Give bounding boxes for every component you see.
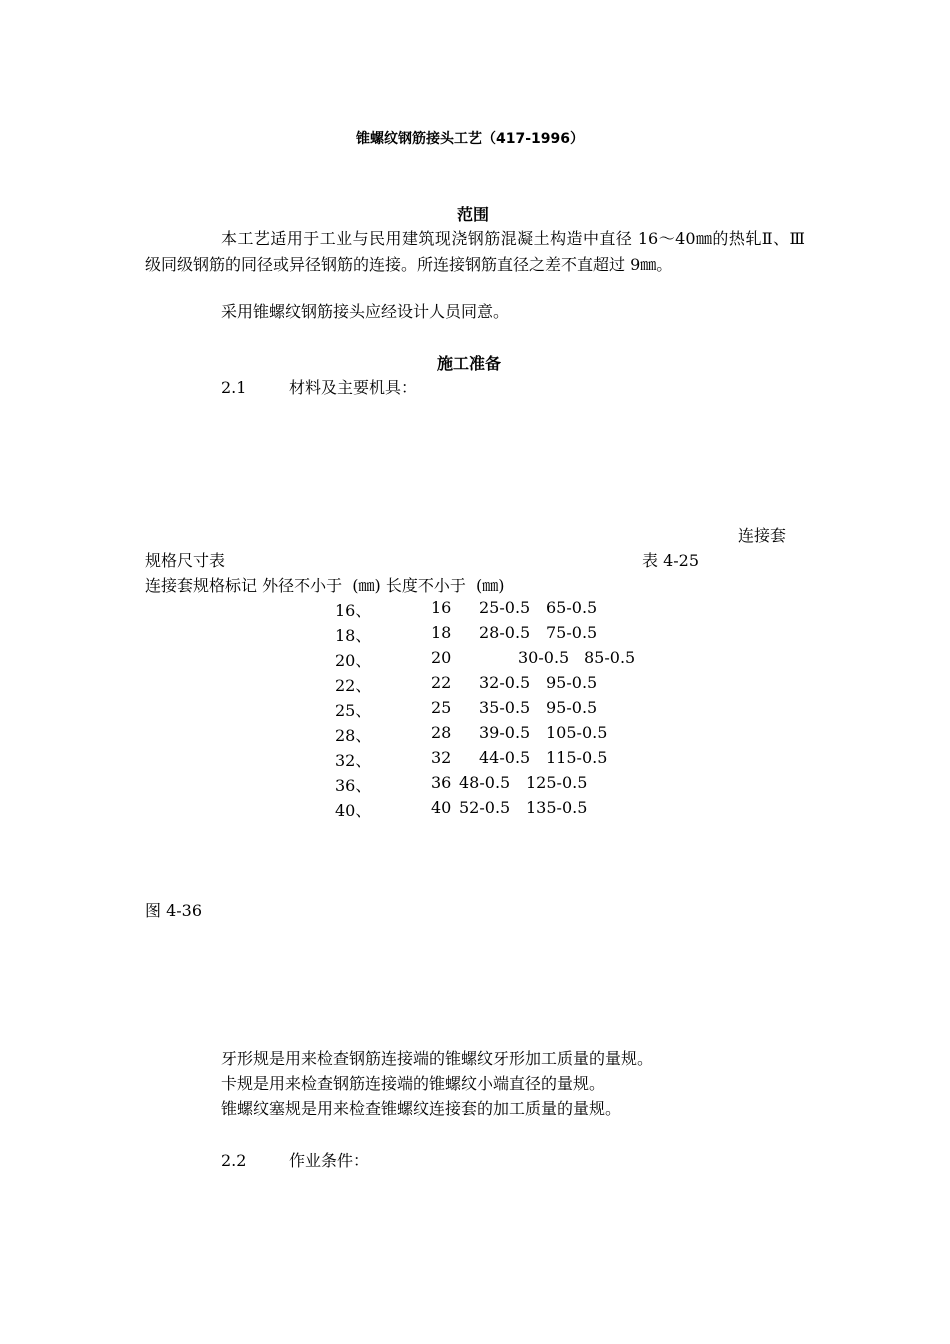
table-cell-value-1: 39-0.5 bbox=[479, 723, 531, 742]
table-cell-outer-diameter: 18 bbox=[431, 623, 452, 642]
table-cell-outer-diameter: 28 bbox=[431, 723, 452, 742]
item-2-2-number: 2.2 bbox=[221, 1151, 247, 1170]
item-2-2-text: 作业条件： bbox=[289, 1151, 370, 1170]
figure-label: 图 4-36 bbox=[145, 901, 203, 920]
table-cell-value-1: 35-0.5 bbox=[479, 698, 531, 717]
table-cell-mark: 18、 bbox=[335, 626, 372, 645]
table-cell-value-2: 85-0.5 bbox=[584, 648, 636, 667]
table-cell-value-1: 28-0.5 bbox=[479, 623, 531, 642]
table-number: 表 4-25 bbox=[642, 551, 700, 570]
table-cell-mark: 36、 bbox=[335, 776, 372, 795]
section-heading-scope: 范围 bbox=[457, 205, 490, 224]
section-heading-preparation: 施工准备 bbox=[437, 354, 502, 373]
scope-approval-note: 采用锥螺纹钢筋接头应经设计人员同意。 bbox=[221, 302, 510, 321]
table-cell-outer-diameter: 22 bbox=[431, 673, 452, 692]
item-2-1-number: 2.1 bbox=[221, 378, 247, 397]
table-cell-value-2: 125-0.5 bbox=[526, 773, 588, 792]
table-cell-value-1: 44-0.5 bbox=[479, 748, 531, 767]
table-cell-outer-diameter: 16 bbox=[431, 598, 452, 617]
table-caption-part-a: 连接套 bbox=[738, 526, 787, 545]
table-cell-value-1: 30-0.5 bbox=[518, 648, 570, 667]
table-cell-value-2: 105-0.5 bbox=[546, 723, 608, 742]
table-cell-value-2: 95-0.5 bbox=[546, 673, 598, 692]
table-cell-mark: 22、 bbox=[335, 676, 372, 695]
table-cell-value-2: 95-0.5 bbox=[546, 698, 598, 717]
gauge-description-2: 卡规是用来检查钢筋连接端的锥螺纹小端直径的量规。 bbox=[221, 1074, 606, 1093]
scope-paragraph-text: 本工艺适用于工业与民用建筑现浇钢筋混凝土构造中直径 16～40㎜的热轧Ⅱ、Ⅲ级同级钢筋的同径或异径钢筋的连接。所连接钢筋直径之差不直超过 9㎜。 bbox=[145, 229, 805, 274]
table-cell-value-2: 115-0.5 bbox=[546, 748, 608, 767]
gauge-description-1: 牙形规是用来检查钢筋连接端的锥螺纹牙形加工质量的量规。 bbox=[221, 1049, 654, 1068]
table-cell-mark: 25、 bbox=[335, 701, 372, 720]
table-cell-value-2: 75-0.5 bbox=[546, 623, 598, 642]
table-cell-outer-diameter: 20 bbox=[431, 648, 452, 667]
table-cell-value-2: 65-0.5 bbox=[546, 598, 598, 617]
item-2-1-text: 材料及主要机具： bbox=[289, 378, 418, 397]
table-caption-part-b: 规格尺寸表 bbox=[145, 551, 226, 570]
table-cell-value-1: 25-0.5 bbox=[479, 598, 531, 617]
table-cell-outer-diameter: 36 bbox=[431, 773, 452, 792]
table-header: 连接套规格标记 外径不小于 (㎜) 长度不小于 (㎜) bbox=[145, 576, 505, 595]
scope-paragraph bbox=[145, 226, 805, 278]
table-cell-mark: 40、 bbox=[335, 801, 372, 820]
table-cell-mark: 32、 bbox=[335, 751, 372, 770]
table-cell-value-1: 48-0.5 bbox=[459, 773, 511, 792]
document-title: 锥螺纹钢筋接头工艺（417-1996） bbox=[356, 131, 584, 147]
table-cell-outer-diameter: 25 bbox=[431, 698, 452, 717]
table-cell-outer-diameter: 40 bbox=[431, 798, 452, 817]
table-cell-value-2: 135-0.5 bbox=[526, 798, 588, 817]
table-cell-mark: 28、 bbox=[335, 726, 372, 745]
table-cell-value-1: 32-0.5 bbox=[479, 673, 531, 692]
table-cell-mark: 16、 bbox=[335, 601, 372, 620]
table-cell-mark: 20、 bbox=[335, 651, 372, 670]
gauge-description-3: 锥螺纹塞规是用来检查锥螺纹连接套的加工质量的量规。 bbox=[221, 1099, 622, 1118]
table-cell-value-1: 52-0.5 bbox=[459, 798, 511, 817]
table-cell-outer-diameter: 32 bbox=[431, 748, 452, 767]
